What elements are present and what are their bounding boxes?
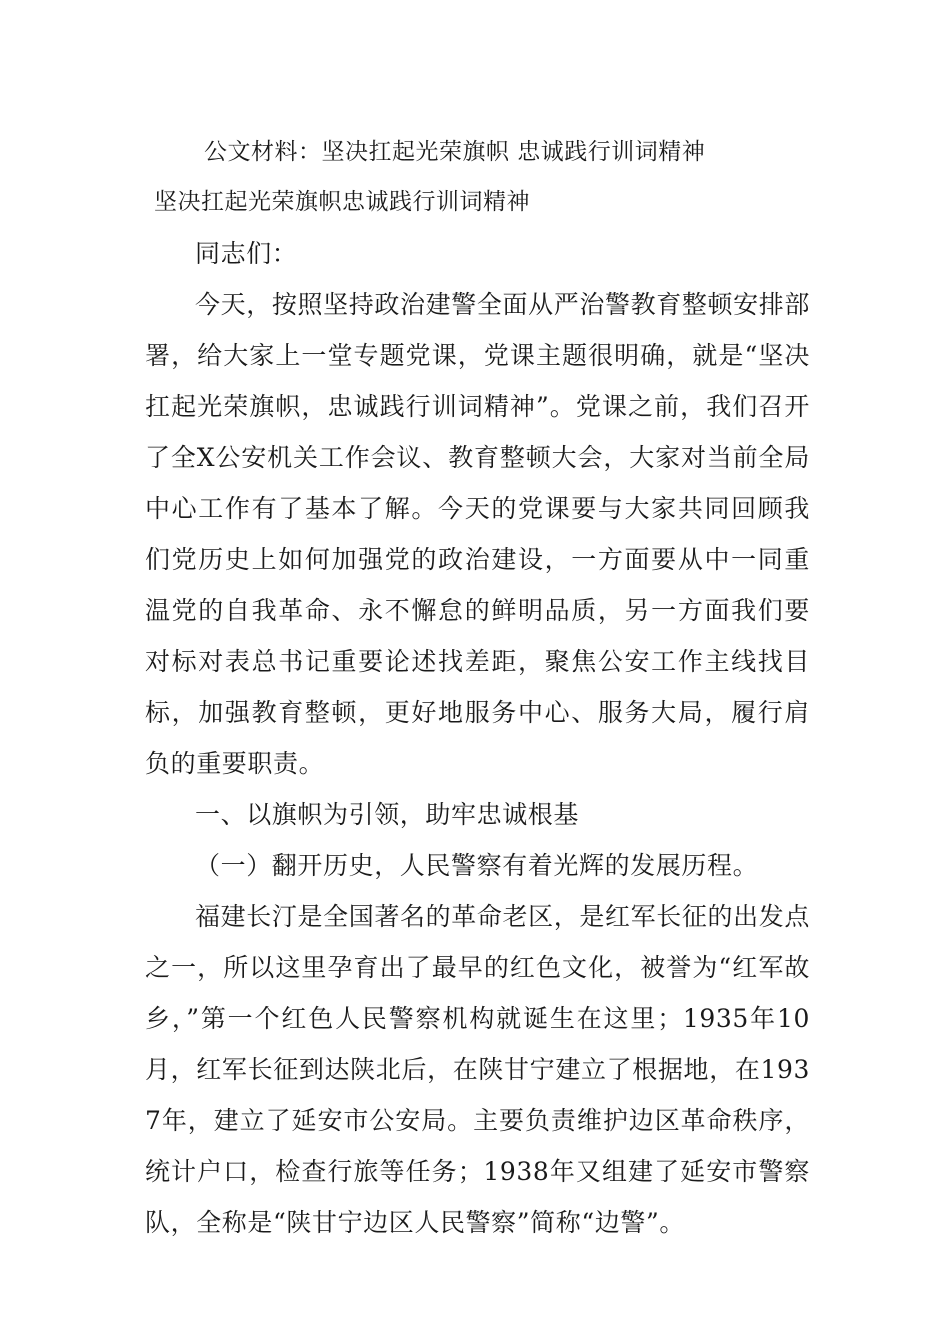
salutation: 同志们： <box>195 239 298 268</box>
document-body <box>145 228 810 1248</box>
document-title: 公文材料：坚决扛起光荣旗帜 忠诚践行训词精神 <box>204 139 706 165</box>
subsection-heading: （一）翻开历史，人民警察有着光辉的发展历程。 <box>195 851 759 880</box>
document-subtitle: 坚决扛起光荣旗帜忠诚践行训词精神 <box>154 189 530 215</box>
paragraph-history: 福建长汀是全国著名的革命老区，是红军长征的出发点之一，所以这里孕育出了最早的红色文化，被誉为“红军故乡，”第一个红色人民警察机构就诞生在这里；1935年10月，红军长征到达陕北后，在陕甘宁建立了根据地，在1937年，建立了延安市公安局。主要负责维护边区革命秩序，统计户口，检查行旅等任务；1938年又组建了延安市警察队，全称是“陕甘宁边区人民警察”简称“边警”。 <box>145 902 810 1237</box>
paragraph-intro: 今天，按照坚持政治建警全面从严治警教育整顿安排部署，给大家上一堂专题党课，党课主题很明确，就是“坚决扛起光荣旗帜，忠诚践行训词精神”。党课之前，我们召开了全X公安机关工作会议、教育整顿大会，大家对当前全局中心工作有了基本了解。今天的党课要与大家共同回顾我们党历史上如何加强党的政治建设，一方面要从中一同重温党的自我革命、永不懈怠的鲜明品质，另一方面我们要对标对表总书记重要论述找差距，聚焦公安工作主线找目标，加强教育整顿，更好地服务中心、服务大局，履行肩负的重要职责。 <box>145 290 810 778</box>
section-heading: 一、以旗帜为引领，助牢忠诚根基 <box>195 800 580 829</box>
